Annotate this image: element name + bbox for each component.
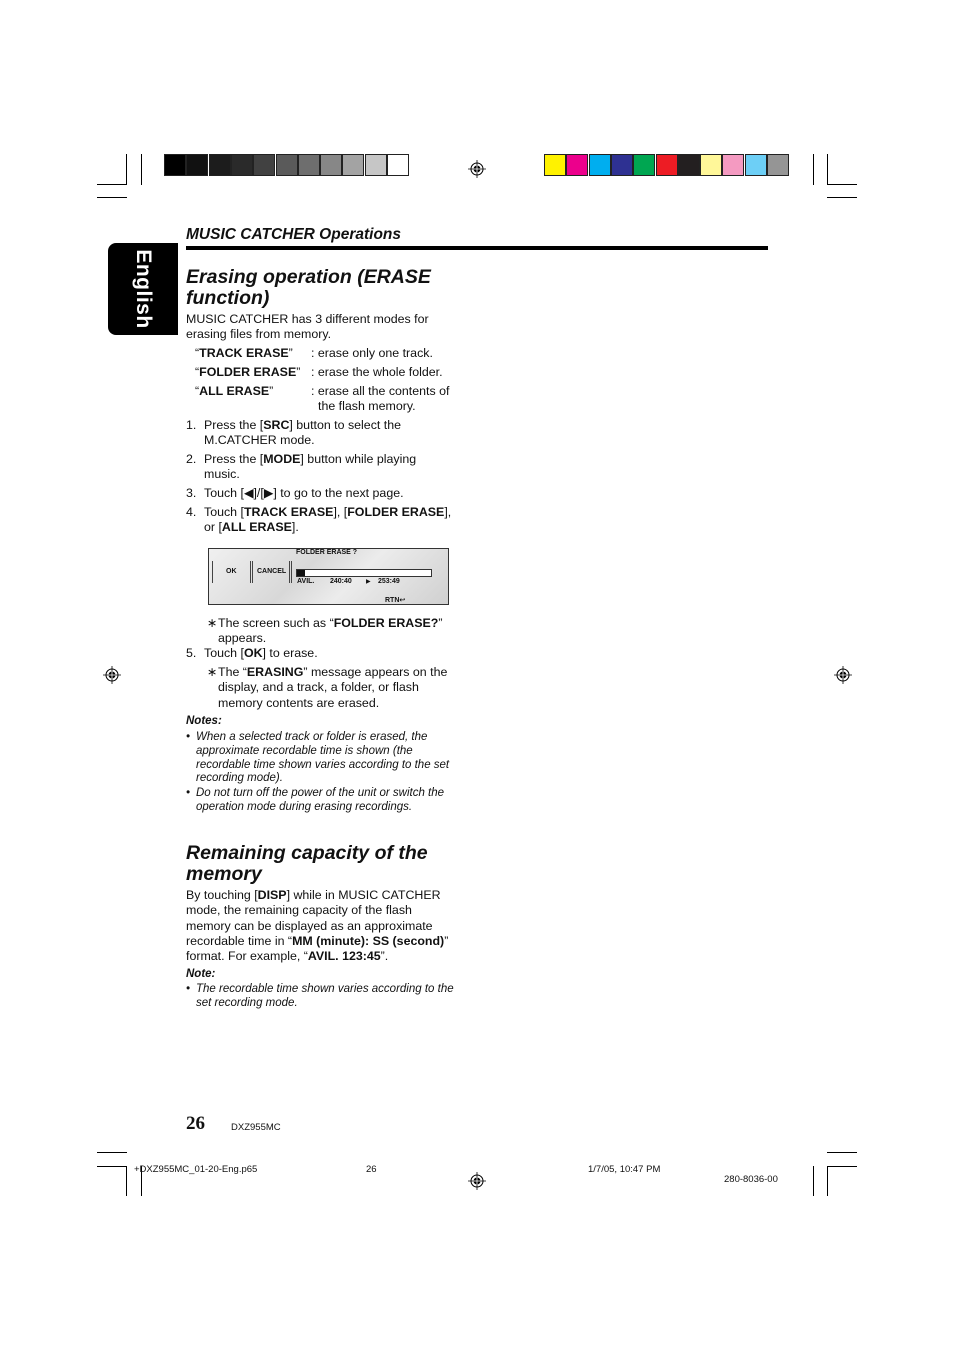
- crop-mark: [827, 197, 857, 198]
- step-text: Press the [MODE] button while playing: [204, 452, 417, 466]
- footer-page: 26: [366, 1164, 377, 1175]
- mode-name: “FOLDER ERASE”: [195, 365, 301, 379]
- step-number: 4.: [186, 505, 197, 519]
- note-text: The screen such as “FOLDER ERASE?”: [218, 616, 443, 630]
- step-text: Touch [TRACK ERASE], [FOLDER ERASE],: [204, 505, 452, 519]
- step-number: 1.: [186, 418, 197, 432]
- erase-heading: Erasing operation (ERASE function): [186, 266, 431, 309]
- color-swatch: [656, 154, 678, 176]
- color-swatch: [387, 154, 409, 176]
- crop-mark: [97, 184, 127, 185]
- progress-fill: [297, 570, 305, 576]
- color-swatch: [700, 154, 722, 176]
- color-swatch: [186, 154, 208, 176]
- model-name: DXZ955MC: [231, 1122, 281, 1133]
- return-icon: ↩: [399, 597, 406, 604]
- step-number: 2.: [186, 452, 197, 466]
- color-swatch: [298, 154, 320, 176]
- mode-name: “TRACK ERASE”: [195, 346, 293, 360]
- crop-mark: [97, 197, 127, 198]
- crop-mark: [827, 1152, 857, 1153]
- color-swatch: [320, 154, 342, 176]
- crop-mark: [97, 1152, 127, 1153]
- right-arrow-icon: ▶: [263, 486, 274, 500]
- footer-filename: +DXZ955MC_01-20-Eng.p65: [134, 1164, 258, 1175]
- play-arrow-icon: ▶: [366, 579, 371, 585]
- header-rule: [186, 246, 768, 250]
- registration-target-icon: [468, 160, 486, 178]
- color-swatch: [745, 154, 767, 176]
- section-title: MUSIC CATCHER Operations: [186, 226, 402, 243]
- crop-mark: [126, 154, 127, 185]
- screen-title: FOLDER ERASE ?: [296, 549, 358, 556]
- color-swatch: [633, 154, 655, 176]
- folder-erase-screen: [208, 548, 449, 605]
- left-arrow-icon: ◀: [243, 486, 254, 500]
- color-swatch: [253, 154, 275, 176]
- step-text: Touch [OK] to erase.: [204, 646, 318, 660]
- note-heading: Note:: [186, 968, 216, 980]
- mode-desc: : erase all the contents of: [311, 384, 450, 398]
- crop-mark: [126, 1166, 127, 1196]
- avil-label: AVIL.: [297, 578, 315, 585]
- crop-mark: [813, 154, 814, 185]
- color-swatch: [678, 154, 700, 176]
- note-text: memory contents are erased.: [218, 696, 380, 710]
- return-button[interactable]: RTN↩: [385, 597, 406, 604]
- crop-mark: [827, 1166, 857, 1167]
- color-swatch: [365, 154, 387, 176]
- mode-desc: : erase only one track.: [311, 346, 433, 360]
- color-swatch: [589, 154, 611, 176]
- remaining-heading: Remaining capacity of the memory: [186, 842, 428, 885]
- asterisk: ∗: [207, 616, 218, 630]
- note-item: • When a selected track or folder is erased, the approximate recordable time is shown (the recordable time shown varies according to the set recording mode).: [186, 731, 450, 785]
- step-text: or [ALL ERASE].: [204, 520, 299, 534]
- crop-mark: [827, 1166, 828, 1196]
- page-number: 26: [186, 1113, 205, 1134]
- registration-target-icon: [103, 666, 121, 684]
- color-swatch: [164, 154, 186, 176]
- crop-mark: [827, 154, 828, 185]
- step-text: Press the [SRC] button to select the: [204, 418, 401, 432]
- language-label: English: [132, 249, 155, 329]
- registration-target-icon: [468, 1172, 486, 1190]
- erase-progress-bar: [296, 569, 432, 577]
- step-text: Touch [◀]/[▶] to go to the next page.: [204, 486, 404, 500]
- color-swatch: [342, 154, 364, 176]
- mode-desc-continued: the flash memory.: [318, 399, 416, 413]
- footer-date: 1/7/05, 10:47 PM: [588, 1164, 661, 1175]
- crop-mark: [827, 184, 857, 185]
- asterisk: ∗: [207, 665, 218, 679]
- step-number: 5.: [186, 646, 197, 660]
- color-swatch: [767, 154, 789, 176]
- color-swatch: [276, 154, 298, 176]
- current-time: 240:40: [330, 578, 352, 585]
- language-tab: [108, 243, 178, 335]
- note-item: • Do not turn off the power of the unit or switch the operation mode during erasing recordings.: [186, 787, 445, 813]
- notes-heading: Notes:: [186, 715, 222, 727]
- remaining-paragraph: By touching [DISP] while in MUSIC CATCHER mode, the remaining capacity of the flash memory can be displayed as an approximate recordable time in “MM (minute): SS (second)” format. For example, “AVIL. 123:45”.: [186, 888, 449, 964]
- color-swatch: [209, 154, 231, 176]
- mode-desc: : erase the whole folder.: [311, 365, 443, 379]
- note-text: appears.: [218, 631, 267, 645]
- crop-mark: [141, 154, 142, 185]
- note-text: The “ERASING” message appears on the: [218, 665, 448, 679]
- note-item: • The recordable time shown varies according to the set recording mode.: [186, 983, 454, 1009]
- note-text: display, and a track, a folder, or flash: [218, 680, 419, 694]
- color-swatch: [544, 154, 566, 176]
- color-swatch: [722, 154, 744, 176]
- cancel-button[interactable]: CANCEL: [257, 568, 287, 575]
- color-swatch: [231, 154, 253, 176]
- crop-mark: [813, 1166, 814, 1196]
- color-swatch: [566, 154, 588, 176]
- registration-target-icon: [834, 666, 852, 684]
- mode-name: “ALL ERASE”: [195, 384, 274, 398]
- ok-button[interactable]: OK: [226, 568, 237, 575]
- crop-mark: [97, 1166, 127, 1167]
- color-swatch: [611, 154, 633, 176]
- step-number: 3.: [186, 486, 197, 500]
- total-time: 253:49: [378, 578, 400, 585]
- step-text: M.CATCHER mode.: [204, 433, 315, 447]
- erase-intro: MUSIC CATCHER has 3 different modes for erasing files from memory.: [186, 312, 429, 342]
- step-text: music.: [204, 467, 240, 481]
- footer-code: 280-8036-00: [724, 1174, 778, 1185]
